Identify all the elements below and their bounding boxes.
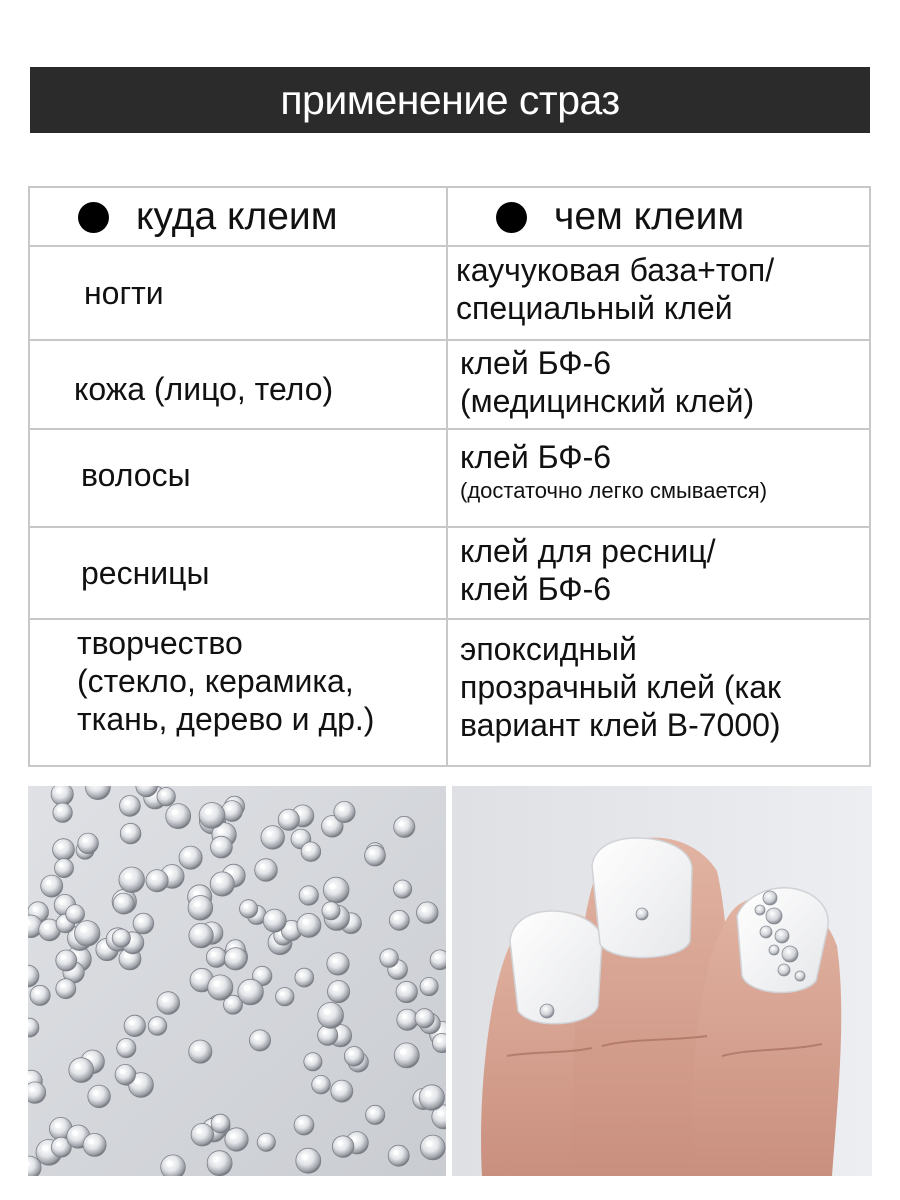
rhinestone-highlight [59,899,64,904]
rhinestone [323,877,349,903]
header-where [78,190,338,244]
rhinestone-highlight [196,1129,202,1135]
rhinestone [420,1135,445,1160]
cell-text: кожа (лицо, тело) [74,371,334,407]
rhinestone [53,803,72,822]
rhinestone [296,1148,321,1173]
cell-text: клей БФ-6 [460,571,612,607]
rhinestone-highlight [44,924,49,929]
rhinestone [113,893,134,914]
rhinestone-highlight [46,880,51,885]
rhinestone [28,1082,46,1103]
rhinestone-highlight [55,1123,61,1129]
rhinestone-highlight [437,1038,442,1043]
rhinestone-highlight [257,971,262,976]
rhinestone [88,1085,111,1108]
rhinestone-highlight [426,1141,432,1147]
cell-note: (достаточно легко смывается) [460,478,768,503]
rhinestone [394,1043,419,1068]
glue-table [28,186,871,767]
rhinestone [41,875,63,897]
rhinestone [396,981,417,1002]
row-divider [30,245,869,247]
rhinestone-highlight [384,953,389,958]
rhinestone-highlight [324,1008,330,1014]
rhinestone [75,921,100,946]
rhinestone [119,867,145,893]
rhinestone-highlight [339,806,344,811]
row-craft-where [77,624,374,738]
rhinestone-highlight [82,838,87,843]
rhinestone [51,786,73,805]
rhinestone-highlight [337,1141,342,1146]
rhinestone-highlight [316,1080,321,1085]
rhinestone-highlight [88,1139,94,1145]
rhinestone [83,1133,106,1156]
nail-left [510,911,602,1024]
cell-text: ткань, дерево и др.) [77,701,375,737]
rhinestone [238,979,264,1005]
rhinestone-highlight [302,919,308,925]
rhinestone-highlight [370,1110,375,1115]
bullet-icon [78,202,109,233]
row-hair-what [460,438,767,506]
rhinestone-highlight [129,1020,134,1025]
rhinestone-highlight [171,809,177,815]
cell-text: вариант клей B-7000) [460,707,781,743]
rhinestone-highlight [70,909,75,914]
cell-text: прозрачный клей (как [460,669,781,705]
cell-text: (стекло, керамика, [77,663,354,699]
rhinestone [120,796,141,817]
rhinestone [331,1080,353,1102]
rhinestone-highlight [332,958,338,964]
rhinestone [344,1047,364,1067]
rhinestone [295,968,314,987]
rhinestone-highlight [121,1043,126,1048]
rhinestone-highlight [58,844,63,849]
rhinestone-highlight [304,890,309,895]
bullet-icon [496,202,527,233]
rhinestone-highlight [57,807,62,812]
row-hair-where [81,456,191,494]
row-nails-where [84,274,164,312]
row-divider [30,618,869,620]
rhinestone [55,859,74,878]
row-lashes-what [460,532,716,608]
rhinestones-photo [28,786,446,1176]
rhinestone-highlight [333,986,339,992]
rhinestone [318,1003,344,1029]
rhinestone-highlight [125,828,130,833]
rhinestone-highlight [268,914,274,920]
rhinestone [261,826,285,850]
rhinestone [146,870,168,892]
rhinestone-highlight [59,863,64,868]
rhinestone-highlight [152,1021,157,1026]
rhinestone-highlight [280,992,285,997]
rhinestone [255,859,278,882]
cell-text: (медицинский клей) [460,383,755,419]
row-divider [30,428,869,430]
rhinestone [389,910,409,930]
rhinestone-highlight [228,1000,233,1005]
rhinestone-highlight [217,828,223,834]
rhinestone [327,953,349,975]
rhinestone-highlight [118,898,123,903]
rhinestone [263,909,286,932]
rhinestone-highlight [398,821,403,826]
rhinestone [299,886,318,905]
rhinestone [148,1017,167,1036]
row-lashes-where [81,554,209,592]
rhinestone [366,1105,385,1124]
rhinestone-highlight [60,983,65,988]
rhinestone-on-nail [636,908,648,920]
rhinestone-highlight [116,933,121,938]
rhinestone [225,1128,248,1151]
rhinestone [380,949,399,968]
rhinestone [69,1058,94,1083]
cell-text: специальный клей [456,290,733,326]
rhinestone-highlight [402,1014,407,1019]
rhinestone-highlight [56,1142,61,1147]
rhinestone-highlight [72,1130,78,1136]
rhinestone [211,1114,230,1133]
rhinestone-highlight [134,1078,140,1084]
rhinestone [388,1145,409,1166]
rhinestone-highlight [161,792,166,797]
rhinestone [117,1039,136,1058]
rhinestone [78,833,99,854]
rhinestone [394,816,415,837]
rhinestone-highlight [295,834,300,839]
row-skin-where [74,370,333,408]
rhinestone-highlight [194,901,200,907]
rhinestone [199,803,225,829]
rhinestone-highlight [254,1035,259,1040]
cell-text: волосы [81,457,191,493]
rhinestone-highlight [393,1150,398,1155]
rhinestone-highlight [60,918,65,923]
rhinestone [276,988,294,1006]
rhinestone [157,788,175,806]
cell-text: каучуковая база+топ/ [456,252,775,288]
rhinestone-highlight [61,955,66,960]
rhinestone-highlight [400,1049,406,1055]
rhinestone [312,1075,331,1094]
rhinestone [188,896,213,921]
rhinestone-highlight [286,925,291,930]
row-nails-what [456,251,774,327]
rhinestone-highlight [215,1118,220,1123]
rhinestone-highlight [398,884,403,889]
row-craft-what [460,630,781,744]
rhinestone-highlight [125,873,131,879]
rhinestones-image [28,786,446,1176]
rhinestone-highlight [424,982,429,987]
rhinestone [112,929,130,947]
rhinestone-highlight [42,1145,48,1151]
rhinestone-highlight [211,952,216,957]
rhinestone-highlight [299,973,304,978]
rhinestone-highlight [213,981,219,987]
header-where-label: куда клеим [136,195,338,238]
rhinestone-highlight [283,814,288,819]
rhinestone [322,902,340,920]
rhinestone-highlight [306,846,311,851]
rhinestone-highlight [425,1091,431,1097]
rhinestone [417,902,439,924]
rhinestone [294,1115,314,1135]
rhinestone [179,846,202,869]
rhinestone [278,809,299,830]
rhinestone-highlight [230,953,236,959]
row-skin-what [460,344,754,420]
rhinestone-highlight [266,831,272,837]
rhinestone [304,1053,322,1071]
rhinestone [430,950,446,970]
rhinestone-highlight [74,1063,80,1069]
rhinestone-highlight [419,1013,424,1018]
title-bar [30,67,870,133]
rhinestone [207,1151,232,1176]
rhinestone-highlight [329,883,335,889]
rhinestone-highlight [435,954,440,959]
rhinestone [415,1009,434,1028]
rhinestone [211,836,233,858]
column-divider [446,188,448,765]
header-what-label: чем клеим [554,195,745,238]
cell-text: клей БФ-6 [460,439,612,475]
rhinestone-highlight [195,929,201,935]
rhinestone [297,913,321,937]
cell-text: творчество [77,625,243,661]
rhinestone [157,992,180,1015]
rhinestone [419,1085,444,1110]
rhinestone-highlight [29,1087,34,1092]
rhinestone [394,880,412,898]
rhinestone-highlight [326,820,331,825]
rhinestone [115,1064,135,1084]
cell-text: ногти [84,275,164,311]
rhinestone-highlight [205,808,211,814]
rhinestone [56,979,76,999]
rhinestone-highlight [369,850,374,855]
nail-middle [592,838,692,958]
rhinestone-highlight [138,918,143,923]
rhinestone [328,981,350,1003]
rhinestone [257,1133,275,1151]
rhinestone-highlight [394,915,399,920]
rhinestone [30,985,50,1005]
rhinestone [56,950,77,971]
rhinestone [161,1155,186,1176]
rhinestone-highlight [213,1156,219,1162]
rhinestone-highlight [56,788,62,794]
rhinestone [210,872,234,896]
rhinestone-highlight [162,997,168,1003]
row-divider [30,339,869,341]
rhinestone [189,923,213,947]
cell-text: ресницы [81,555,210,591]
rhinestone [66,905,85,924]
rhinestone-highlight [151,875,157,881]
rhinestone-highlight [124,800,129,805]
rhinestone [225,948,247,970]
rhinestone [420,978,438,996]
rhinestone [166,804,191,829]
rhinestone-highlight [80,926,86,932]
rhinestone [53,839,75,861]
rhinestone [206,947,226,967]
cell-text: клей для ресниц/ [460,533,716,569]
rhinestone-highlight [93,1090,99,1096]
rhinestone-highlight [184,851,190,857]
row-divider [30,526,869,528]
rhinestone [332,1136,354,1158]
rhinestone-highlight [401,986,406,991]
rhinestone [124,1015,145,1036]
rhinestone [189,1040,212,1063]
rhinestone-highlight [230,1133,236,1139]
cell-text: клей БФ-6 [460,345,612,381]
rhinestone-highlight [194,1045,200,1051]
rhinestone [249,1030,270,1051]
rhinestone-highlight [215,841,220,846]
rhinestone-highlight [301,1154,307,1160]
rhinestone-highlight [261,1137,266,1142]
rhinestone-highlight [322,1030,327,1035]
rhinestone-highlight [260,864,266,870]
rhinestone-highlight [124,953,130,959]
rhinestone-on-nail [540,1004,554,1018]
nails-photo [452,786,872,1176]
rhinestone [301,842,321,862]
rhinestone-highlight [437,1110,443,1116]
rhinestone-highlight [299,1120,304,1125]
rhinestone [240,900,258,918]
rhinestone-highlight [421,907,426,912]
rhinestone-highlight [32,907,37,912]
rhinestone [133,913,154,934]
rhinestone [120,823,141,844]
rhinestone-highlight [326,906,331,911]
rhinestone-highlight [166,1160,172,1166]
rhinestone-highlight [244,904,249,909]
cell-text: эпоксидный [460,631,637,667]
header-what [496,190,744,244]
rhinestone-highlight [336,1085,342,1091]
rhinestone-highlight [120,1069,125,1074]
rhinestone-highlight [216,877,222,883]
rhinestone-highlight [195,974,201,980]
rhinestone-highlight [226,805,231,810]
rhinestone-highlight [349,1051,354,1056]
rhinestone [208,975,233,1000]
page-title: применение страз [280,76,620,123]
rhinestone [191,1123,214,1146]
rhinestone [365,845,386,866]
rhinestone-highlight [308,1057,313,1062]
rhinestone-highlight [244,985,250,991]
rhinestone [334,801,355,822]
nails-image [452,786,872,1176]
rhinestone-highlight [101,943,107,949]
rhinestone-highlight [35,990,40,995]
